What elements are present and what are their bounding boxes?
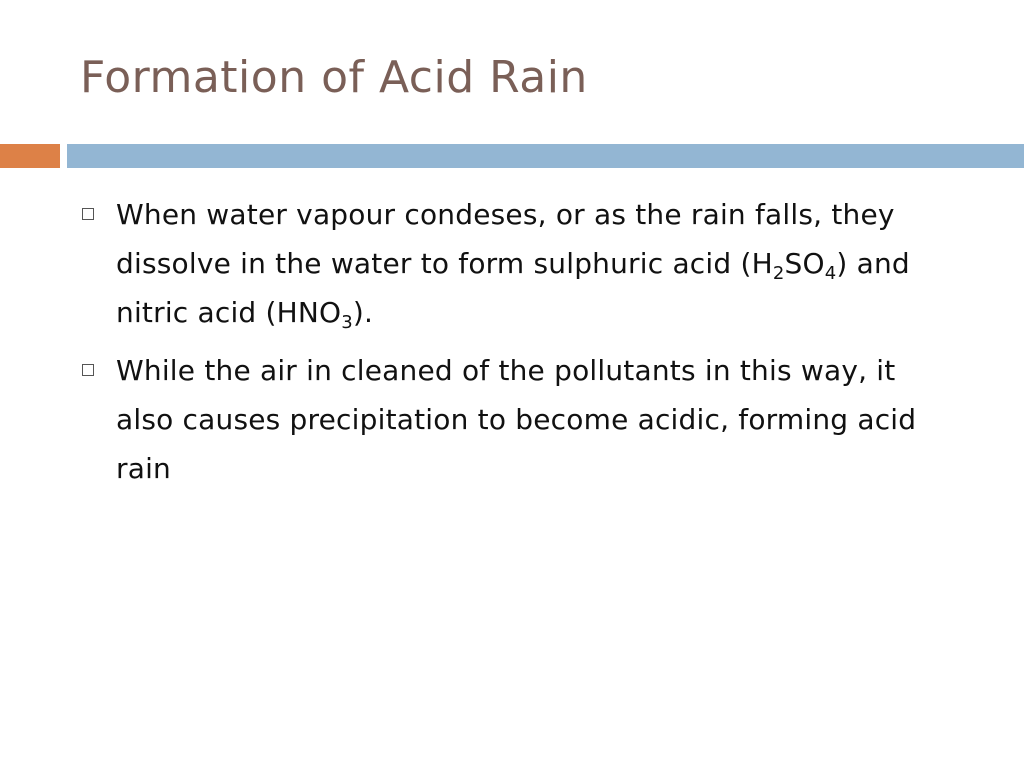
accent-bar-blue: [67, 144, 1024, 168]
accent-bar-orange: [0, 144, 60, 168]
bullet-text-segment: ).: [352, 296, 374, 329]
bullet-text-segment: When water vapour condeses, or as the rain falls, they dissolve in the water to form sulphuric acid (H: [116, 198, 895, 280]
bullet-text: [116, 190, 958, 337]
bullet-item: [78, 346, 958, 493]
bullet-text: While the air in cleaned of the pollutants in this way, it also causes precipitation to become acidic, forming acid rain: [116, 354, 917, 485]
subscript: 3: [341, 312, 353, 333]
bullet-item: [78, 190, 958, 337]
bullet-text-segment: ) and nitric acid (HNO: [116, 247, 910, 329]
subscript: 2: [772, 263, 785, 284]
bullet-list: [78, 190, 958, 502]
slide-title: Formation of Acid Rain: [80, 52, 588, 103]
subscript: 4: [824, 263, 837, 284]
bullet-text-segment: SO: [784, 247, 825, 280]
hollow-square-bullet-icon: [82, 364, 94, 376]
hollow-square-bullet-icon: [82, 208, 94, 220]
